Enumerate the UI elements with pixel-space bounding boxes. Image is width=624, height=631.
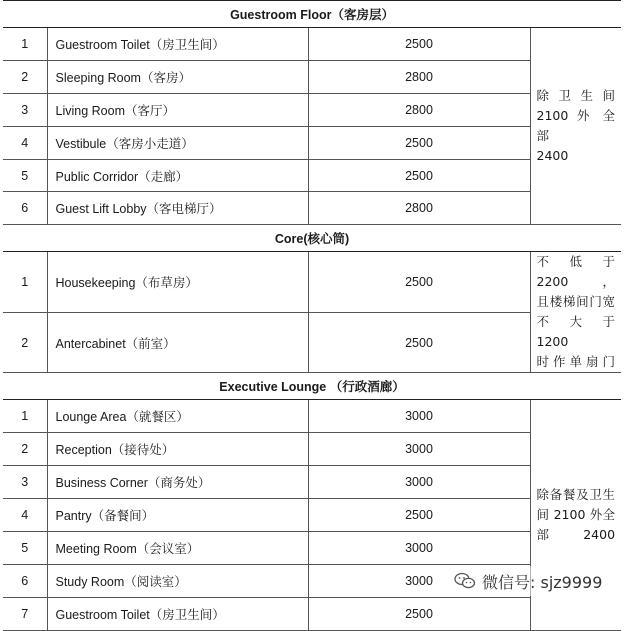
ceiling-height-value: 2800 xyxy=(308,192,530,225)
watermark-label: 微信号: sjz9999 xyxy=(482,572,603,592)
wechat-icon xyxy=(454,572,476,590)
ceiling-height-value: 3000 xyxy=(308,466,530,499)
room-name: Guestroom Toilet（房卫生间） xyxy=(47,597,308,630)
note-line: 2400 xyxy=(536,148,569,164)
note-line: 2100 外 全 部 xyxy=(536,108,616,144)
ceiling-height-table xyxy=(3,0,621,631)
section-header xyxy=(3,1,621,28)
table-row xyxy=(3,126,621,159)
ceiling-height-value: 2500 xyxy=(308,28,530,61)
table-row xyxy=(3,312,621,373)
note-line: 不低于 2200， xyxy=(536,254,616,290)
room-name: Antercabinet（前室） xyxy=(47,312,308,373)
row-number: 5 xyxy=(3,531,47,564)
note-line: 除备餐及卫生 xyxy=(536,486,616,502)
ceiling-height-value: 3000 xyxy=(308,531,530,564)
ceiling-height-value: 2800 xyxy=(308,60,530,93)
section-note xyxy=(530,28,621,225)
room-name: Housekeeping（布草房） xyxy=(47,252,308,313)
table-row xyxy=(3,597,621,630)
row-number: 4 xyxy=(3,499,47,532)
row-number: 7 xyxy=(3,597,47,630)
row-number: 6 xyxy=(3,192,47,225)
ceiling-height-value: 2500 xyxy=(308,499,530,532)
ceiling-height-value: 2500 xyxy=(308,252,530,313)
table-row xyxy=(3,60,621,93)
row-number: 2 xyxy=(3,433,47,466)
ceiling-height-value: 2500 xyxy=(308,126,530,159)
section-header xyxy=(3,225,621,252)
room-name: Guestroom Toilet（房卫生间） xyxy=(47,28,308,61)
row-number: 4 xyxy=(3,126,47,159)
room-name: Public Corridor（走廊） xyxy=(47,159,308,192)
table-row xyxy=(3,159,621,192)
room-name: Reception（接待处） xyxy=(47,433,308,466)
row-number: 2 xyxy=(3,60,47,93)
note-line: 间 2100 外全 xyxy=(536,506,616,522)
room-name: Study Room（阅读室） xyxy=(47,564,308,597)
ceiling-height-value: 2800 xyxy=(308,93,530,126)
row-number: 3 xyxy=(3,93,47,126)
row-number: 2 xyxy=(3,312,47,373)
ceiling-height-value: 2500 xyxy=(308,597,530,630)
room-name: Sleeping Room（客房） xyxy=(47,60,308,93)
row-number: 5 xyxy=(3,159,47,192)
row-number: 1 xyxy=(3,400,47,433)
note-line: 且楼梯间门宽 xyxy=(536,294,616,310)
table-row xyxy=(3,531,621,564)
row-number: 6 xyxy=(3,564,47,597)
section-title: Executive Lounge （行政酒廊） xyxy=(3,373,621,400)
room-name: Lounge Area（就餐区） xyxy=(47,400,308,433)
wechat-watermark xyxy=(454,566,622,596)
ceiling-height-value: 3000 xyxy=(308,564,530,597)
note-line: 时作单扇门 xyxy=(536,354,616,370)
note-line: 部 2400 xyxy=(536,526,616,542)
table-row xyxy=(3,93,621,126)
table-row xyxy=(3,466,621,499)
ceiling-height-value: 2500 xyxy=(308,312,530,373)
row-number: 3 xyxy=(3,466,47,499)
section-title: Core(核心筒) xyxy=(3,225,621,252)
room-name: Pantry（备餐间） xyxy=(47,499,308,532)
room-name: Meeting Room（会议室） xyxy=(47,531,308,564)
table-row xyxy=(3,252,621,313)
room-name: Living Room（客厅） xyxy=(47,93,308,126)
room-name: Guest Lift Lobby（客电梯厅） xyxy=(47,192,308,225)
table-row xyxy=(3,433,621,466)
room-name: Business Corner（商务处） xyxy=(47,466,308,499)
room-name: Vestibule（客房小走道） xyxy=(47,126,308,159)
note-line: 不 大 于 1200 xyxy=(536,314,616,350)
section-header xyxy=(3,373,621,400)
table-row xyxy=(3,192,621,225)
section-title: Guestroom Floor（客房层） xyxy=(3,1,621,28)
table-row xyxy=(3,400,621,433)
table-row xyxy=(3,499,621,532)
table-row xyxy=(3,28,621,61)
ceiling-height-value: 3000 xyxy=(308,433,530,466)
ceiling-height-value: 2500 xyxy=(308,159,530,192)
section-note xyxy=(530,252,621,373)
note-line: 除 卫 生 间 xyxy=(536,88,616,104)
row-number: 1 xyxy=(3,28,47,61)
row-number: 1 xyxy=(3,252,47,313)
ceiling-height-value: 3000 xyxy=(308,400,530,433)
